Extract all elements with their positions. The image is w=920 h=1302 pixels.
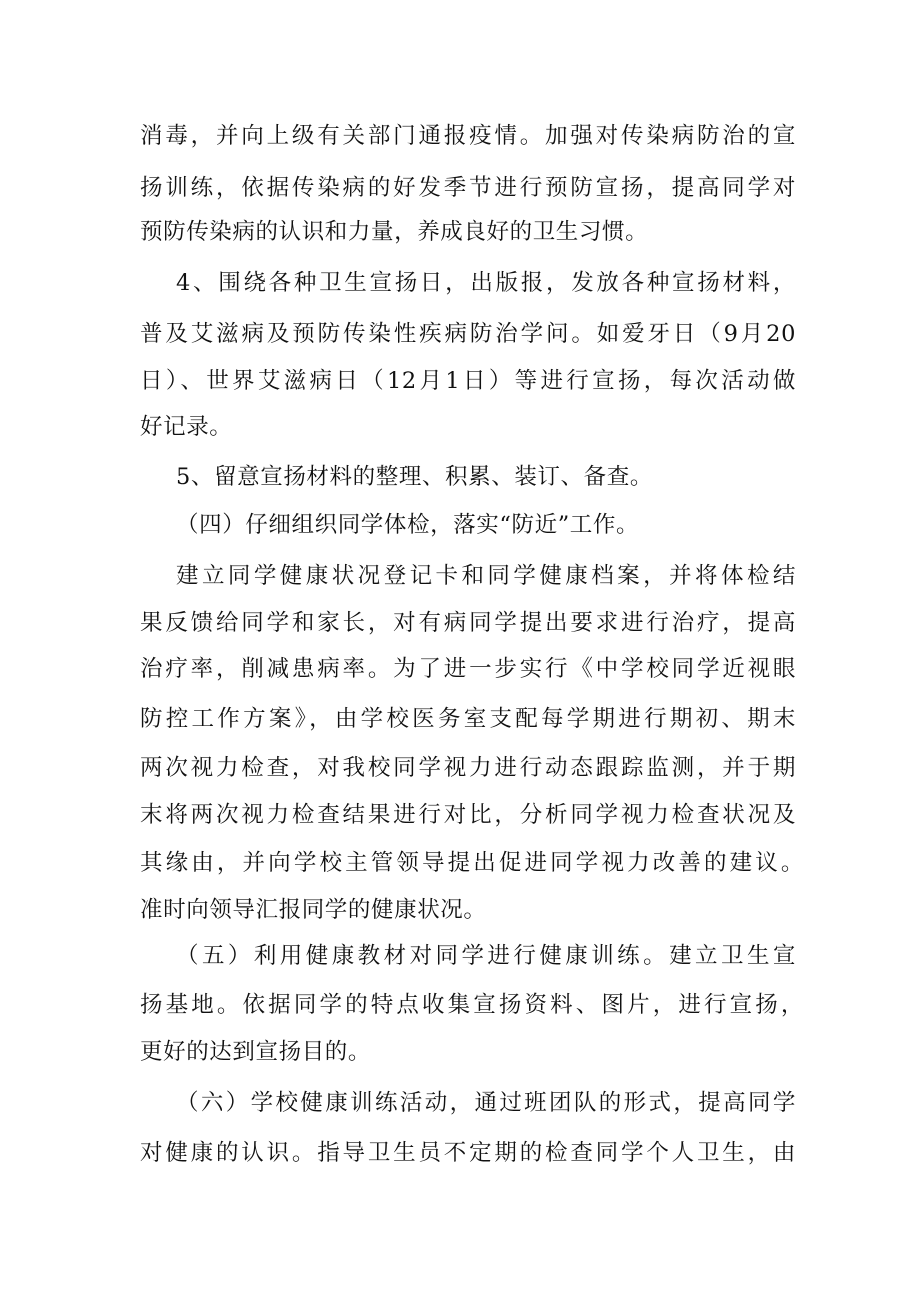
text-line: 扬基地。依据同学的特点收集宣扬资料、图片，进行宣扬， [140,992,804,1018]
text-line: 好记录。 [140,414,233,440]
section-heading: （五）利用健康教材对同学进行健康训练。建立卫生宣 [176,943,796,969]
text-line: 其缘由，并向学校主管领导提出促进同学视力改善的建议。 [140,850,804,876]
section-heading: （四）仔细组织同学体检，落实“防近”工作。 [176,512,640,538]
text-line: 普及艾滋病及预防传染性疾病防治学问。如爱牙日（9月20 [140,321,796,347]
text-line: 末将两次视力检查结果进行对比，分析同学视力检查状况及 [140,802,796,828]
text-line: 果反馈给同学和家长，对有病同学提出要求进行治疗，提高 [140,610,796,636]
text-line: 两次视力检查，对我校同学视力进行动态跟踪监测，并于期 [140,755,796,781]
section-heading: （六）学校健康训练活动，通过班团队的形式，提高同学 [176,1090,796,1116]
text-line: 预防传染病的认识和力量，养成良好的卫生习惯。 [140,219,649,245]
text-line: 扬训练，依据传染病的好发季节进行预防宣扬，提高同学对 [140,175,796,201]
text-line: 防控工作方案》，由学校医务室支配每学期进行期初、期末 [140,706,796,732]
text-line: 建立同学健康状况登记卡和同学健康档案，并将体检结 [176,563,796,589]
text-line: 日）、世界艾滋病日（12月1日）等进行宣扬，每次活动做 [140,368,796,394]
text-line: 5、留意宣扬材料的整理、积累、装订、备查。 [176,464,653,490]
text-line: 治疗率，削减患病率。为了进一步实行《中学校同学近视眼 [140,656,796,682]
text-line: 对健康的认识。指导卫生员不定期的检查同学个人卫生，由 [140,1140,796,1166]
text-line: 消毒，并向上级有关部门通报疫情。加强对传染病防治的宣 [140,123,796,149]
text-line: 4、围绕各种卫生宣扬日，出版报，发放各种宣扬材料， [176,270,796,296]
text-line: 更好的达到宣扬目的。 [140,1039,372,1065]
text-line: 准时向领导汇报同学的健康状况。 [140,897,487,923]
